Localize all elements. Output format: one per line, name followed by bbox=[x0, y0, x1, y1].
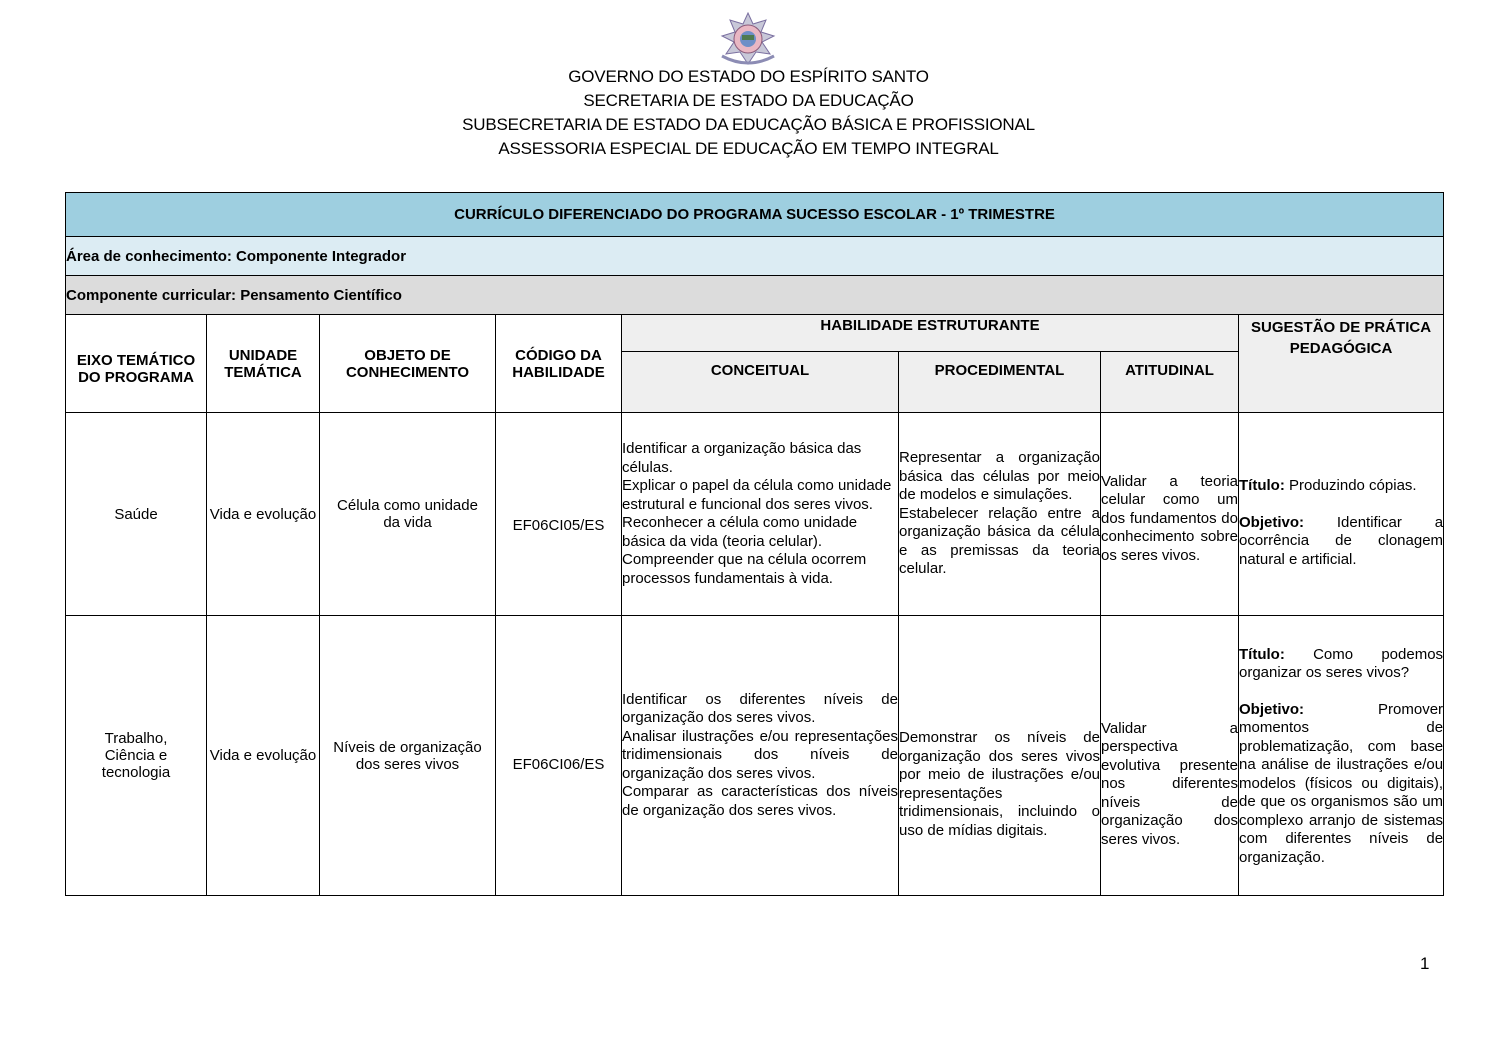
cell-eixo: Saúde bbox=[66, 413, 207, 616]
col-header-codigo: CÓDIGO DA HABILIDADE bbox=[496, 315, 622, 413]
table-row bbox=[66, 616, 1444, 896]
table-title-row bbox=[66, 193, 1444, 237]
cell-codigo: EF06CI05/ES bbox=[496, 413, 622, 616]
component-row bbox=[66, 276, 1444, 315]
cell-conceitual bbox=[622, 413, 899, 616]
header-government: GOVERNO DO ESTADO DO ESPÍRITO SANTO bbox=[568, 67, 929, 86]
cell-atitudinal: Validar a perspectiva evolutiva presente nos diferentes níveis de organização dos seres vivos. bbox=[1101, 616, 1239, 896]
objetivo-label: Objetivo: bbox=[1239, 700, 1305, 718]
titulo-text: Produzindo cópias. bbox=[1289, 477, 1417, 494]
table-title: CURRÍCULO DIFERENCIADO DO PROGRAMA SUCESSO ESCOLAR - 1º TRIMESTRE bbox=[66, 193, 1444, 237]
col-header-objeto: OBJETO DE CONHECIMENTO bbox=[320, 315, 496, 413]
col-header-sugestao: SUGESTÃO DE PRÁTICA PEDAGÓGICA bbox=[1239, 315, 1444, 413]
objetivo-label: Objetivo: bbox=[1239, 513, 1305, 531]
page-number: 1 bbox=[1420, 954, 1430, 973]
cell-procedimental bbox=[899, 616, 1101, 896]
cell-procedimental bbox=[899, 413, 1101, 616]
cell-sugestao bbox=[1239, 616, 1444, 896]
table-row bbox=[66, 413, 1444, 616]
cell-conceitual bbox=[622, 616, 899, 896]
conceitual-item: Identificar a organização básica das células. bbox=[622, 440, 862, 476]
area-row bbox=[66, 237, 1444, 276]
conceitual-item: Analisar ilustrações e/ou representações tridimensionais dos níveis de organização dos seres vivos. bbox=[622, 727, 898, 782]
cell-sugestao bbox=[1239, 413, 1444, 616]
titulo-text: Como podemos organizar os seres vivos? bbox=[1239, 645, 1444, 682]
procedimental-item: Demonstrar os níveis de organização dos seres vivos por meio de ilustrações e/ou representações tridimensionais, incluindo o uso de mídias digitais. bbox=[899, 729, 1100, 839]
titulo-label: Título: bbox=[1239, 477, 1285, 494]
curricular-component: Componente curricular: Pensamento Científico bbox=[66, 276, 1444, 315]
state-coat-of-arms-icon bbox=[716, 12, 780, 70]
cell-atitudinal: Validar a teoria celular como um dos fundamentos do conhecimento sobre os seres vivos. bbox=[1101, 413, 1239, 616]
header-subsecretariat: SUBSECRETARIA DE ESTADO DA EDUCAÇÃO BÁSICA E PROFISSIONAL bbox=[462, 115, 1035, 134]
col-header-habilidade: HABILIDADE ESTRUTURANTE bbox=[622, 315, 1239, 352]
col-header-unidade: UNIDADE TEMÁTICA bbox=[207, 315, 320, 413]
col-header-conceitual: CONCEITUAL bbox=[622, 352, 899, 413]
procedimental-item: Estabelecer relação entre a organização básica da célula e as premissas da teoria celular. bbox=[899, 504, 1100, 578]
objetivo-text: Promover momentos de problematização, com base na análise de ilustrações e/ou modelos (físicos ou digitais), de que os organismos são um complexo arranjo de sistemas com diferentes níveis de organização. bbox=[1239, 700, 1444, 866]
header-secretariat: SECRETARIA DE ESTADO DA EDUCAÇÃO bbox=[583, 91, 914, 110]
procedimental-item: Representar a organização básica das células por meio de modelos e simulações. bbox=[899, 449, 1100, 504]
conceitual-item: Explicar o papel da célula como unidade estrutural e funcional dos seres vivos. bbox=[622, 477, 892, 513]
cell-unidade: Vida e evolução bbox=[207, 413, 320, 616]
cell-codigo: EF06CI06/ES bbox=[496, 616, 622, 896]
curriculum-table bbox=[65, 192, 1444, 896]
cell-eixo: Trabalho, Ciência e tecnologia bbox=[66, 616, 207, 896]
conceitual-item: Compreender que na célula ocorrem processos fundamentais à vida. bbox=[622, 551, 867, 587]
conceitual-item: Comparar as características dos níveis de organização dos seres vivos. bbox=[622, 783, 898, 819]
col-header-atitudinal: ATITUDINAL bbox=[1101, 352, 1239, 413]
knowledge-area: Área de conhecimento: Componente Integrador bbox=[66, 237, 1444, 276]
conceitual-item: Reconhecer a célula como unidade básica da vida (teoria celular). bbox=[622, 514, 858, 550]
titulo-label: Título: bbox=[1239, 645, 1285, 663]
cell-unidade: Vida e evolução bbox=[207, 616, 320, 896]
cell-objeto: Célula como unidade da vida bbox=[320, 413, 496, 616]
col-header-eixo: EIXO TEMÁTICO DO PROGRAMA bbox=[66, 315, 207, 413]
col-header-procedimental: PROCEDIMENTAL bbox=[899, 352, 1101, 413]
conceitual-item: Identificar os diferentes níveis de organização dos seres vivos. bbox=[622, 690, 898, 727]
header-advisory: ASSESSORIA ESPECIAL DE EDUCAÇÃO EM TEMPO INTEGRAL bbox=[498, 139, 999, 158]
header-row-1 bbox=[66, 315, 1444, 352]
objetivo-text: Identificar a ocorrência de clonagem natural e artificial. bbox=[1239, 513, 1444, 568]
cell-objeto: Níveis de organização dos seres vivos bbox=[320, 616, 496, 896]
